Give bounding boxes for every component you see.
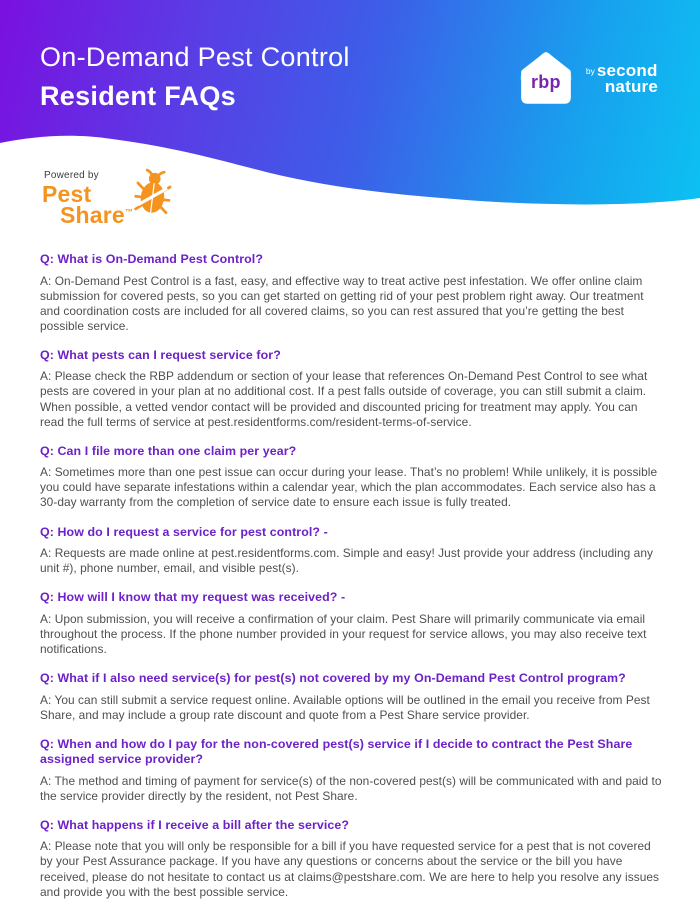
- faq-item: [40, 818, 664, 900]
- faq-question: Q: What pests can I request service for?: [40, 347, 281, 362]
- trademark-symbol: ™: [124, 207, 134, 217]
- faq-item: [40, 737, 664, 804]
- second-nature-wordmark: [586, 63, 658, 94]
- byline-nature: nature: [604, 77, 658, 96]
- faq-answer: A: The method and timing of payment for service(s) of the non-covered pest(s) will be communicated with and paid to the service provider directly by the resident, not Pest Share.: [40, 773, 662, 803]
- faq-answer: A: Upon submission, you will receive a confirmation of your claim. Pest Share will primarily communicate via email throughout the process. If the phone number provided in your request for service allows, you may also receive text notifications.: [40, 611, 647, 656]
- document-subtitle: Resident FAQs: [40, 81, 236, 112]
- faq-answer: A: Please note that you will only be responsible for a bill if you have requested service for a pest that is not covered by your Pest Assurance package. If you have any questions or concerns about the service or the bill you have received, please do not hesitate to contact us at claims@pestshare.com. We are here to help you resolve any issues and provide you with the best possible service.: [40, 839, 660, 899]
- powered-by-label: Powered by: [44, 170, 99, 181]
- faq-item: [40, 348, 664, 430]
- document-title: On-Demand Pest Control: [40, 42, 350, 72]
- bug-icon: [132, 167, 174, 219]
- byline-by: by: [585, 66, 595, 77]
- faq-item: [40, 444, 664, 511]
- faq-answer: A: Requests are made online at pest.residentforms.com. Simple and easy! Just provide your address (including any unit #), phone number, email, and visible pest(s).: [40, 546, 653, 576]
- faq-answer: A: On-Demand Pest Control is a fast, easy, and effective way to treat active pest infestation. We offer online claim submission for covered pests, so you can get started on getting rid of your pest problem right away. Our treatment and coordination costs are included for all covered claims, so you can rest assured that you’re getting the best possible service.: [40, 273, 644, 333]
- faq-question: Q: What is On-Demand Pest Control?: [40, 252, 263, 266]
- pest-share-line1: Pest: [42, 181, 92, 207]
- faq-question: Q: How will I know that my request was received? -: [40, 590, 346, 605]
- faq-question: Q: What if I also need service(s) for pest(s) not covered by my On-Demand Pest Control program?: [40, 671, 626, 685]
- hero-titles: [40, 42, 350, 112]
- pest-share-brand: [42, 170, 171, 229]
- rbp-logo: [516, 48, 576, 108]
- faq-list: [0, 230, 700, 900]
- faq-question: Q: When and how do I pay for the non-covered pest(s) service if I decide to contract the Pest Share assigned service provider?: [40, 736, 633, 767]
- faq-item: [40, 671, 664, 723]
- faq-item: [40, 590, 664, 657]
- faq-answer: A: You can still submit a service request online. Available options will be outlined in the email you receive from Pest Share, and may include a group rate discount and quote from a Pest Share service provider.: [40, 692, 650, 722]
- faq-answer: A: Sometimes more than one pest issue can occur during your lease. That’s no problem! While unlikely, it is possible you could have separate infestations within a calendar year, which the plan accommodates. Each service also has a 30-day warranty from the completion of service date to ensure each issue is fully treated.: [40, 465, 658, 510]
- faq-item: [40, 252, 664, 334]
- faq-question: Q: Can I file more than one claim per year?: [40, 443, 297, 458]
- faq-item: [40, 525, 664, 577]
- pest-share-line2: Share™: [60, 202, 134, 229]
- faq-question: Q: How do I request a service for pest control? -: [40, 524, 328, 539]
- faq-answer: A: Please check the RBP addendum or section of your lease that references On-Demand Pest Control to see what pests are covered in your plan at no additional cost. If a pest falls outside of coverage, you can still submit a claim. When possible, a vetted vendor contact will be provided and discounted pricing for treatment may apply. You can read the full terms of service at pest.residentforms.com/resident-terms-of-service.: [40, 369, 648, 429]
- byline-second: second: [596, 61, 658, 81]
- pest-share-wordmark: [42, 181, 134, 229]
- rbp-logo-text: rbp: [531, 72, 561, 92]
- rbp-second-nature-brand: [516, 48, 658, 108]
- faq-question: Q: What happens if I receive a bill after the service?: [40, 817, 350, 832]
